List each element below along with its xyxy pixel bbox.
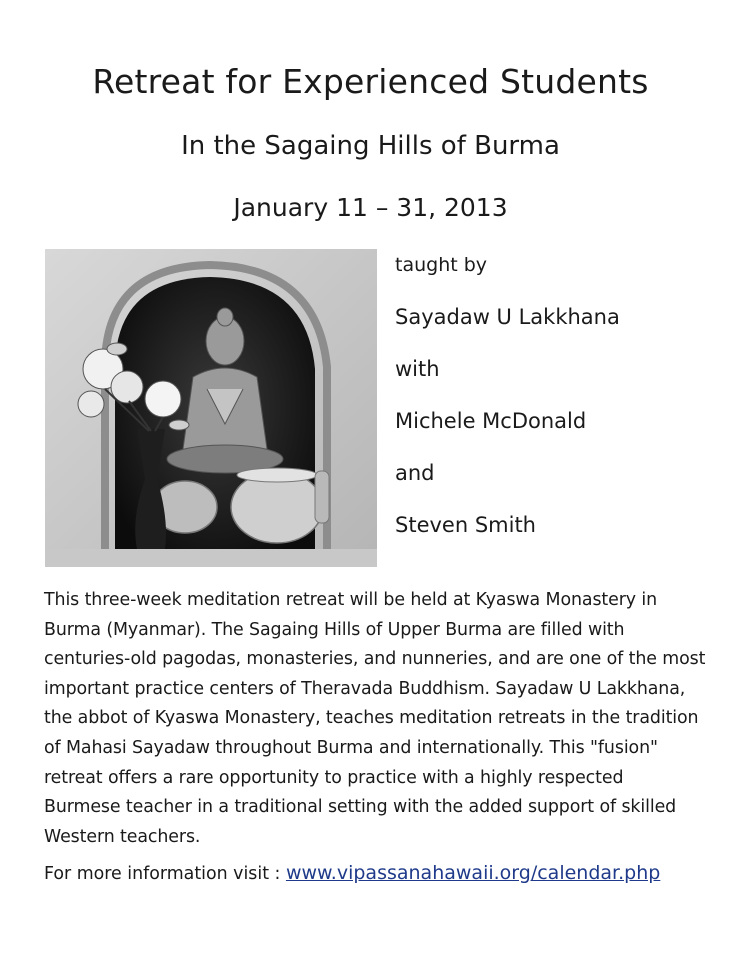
description-line: retreat offers a rare opportunity to practice with a highly respected <box>44 767 624 788</box>
description-line: Western teachers. <box>44 826 201 847</box>
calendar-link[interactable]: www.vipassanahawaii.org/calendar.php <box>285 862 661 884</box>
and-label: and <box>395 461 435 485</box>
teachers-list <box>395 250 715 562</box>
description-line: Burmese teacher in a traditional setting with the added support of skilled <box>44 797 677 818</box>
small-figurine <box>315 471 329 523</box>
teacher-sayadaw-u-lakkhana: Sayadaw U Lakkhana <box>395 305 620 329</box>
retreat-dates: January 11 – 31, 2013 <box>233 193 508 222</box>
description-line: of Mahasi Sayadaw throughout Burma and internationally. This "fusion" <box>44 737 658 758</box>
teacher-steven-smith: Steven Smith <box>395 513 536 537</box>
more-info <box>44 858 714 889</box>
buddha-shrine-photo <box>45 249 377 567</box>
page-title: Retreat for Experienced Students <box>92 62 649 101</box>
description-line: centuries-old pagodas, monasteries, and nunneries, and are one of the most <box>44 649 706 670</box>
description-line: Burma (Myanmar). The Sagaing Hills of Upper Burma are filled with <box>44 619 625 640</box>
more-info-label: For more information visit : <box>44 864 281 884</box>
description-line: the abbot of Kyaswa Monastery, teaches meditation retreats in the tradition <box>44 708 699 729</box>
description-line: This three-week meditation retreat will be held at Kyaswa Monastery in <box>44 590 658 610</box>
page-subtitle: In the Sagaing Hills of Burma <box>181 131 560 161</box>
teacher-michele-mcdonald: Michele McDonald <box>395 409 587 433</box>
with-label: with <box>395 357 440 381</box>
taught-by-label: taught by <box>395 254 488 276</box>
retreat-description <box>44 586 714 852</box>
description-line: important practice centers of Theravada Buddhism. Sayadaw U Lakkhana, <box>44 678 686 699</box>
